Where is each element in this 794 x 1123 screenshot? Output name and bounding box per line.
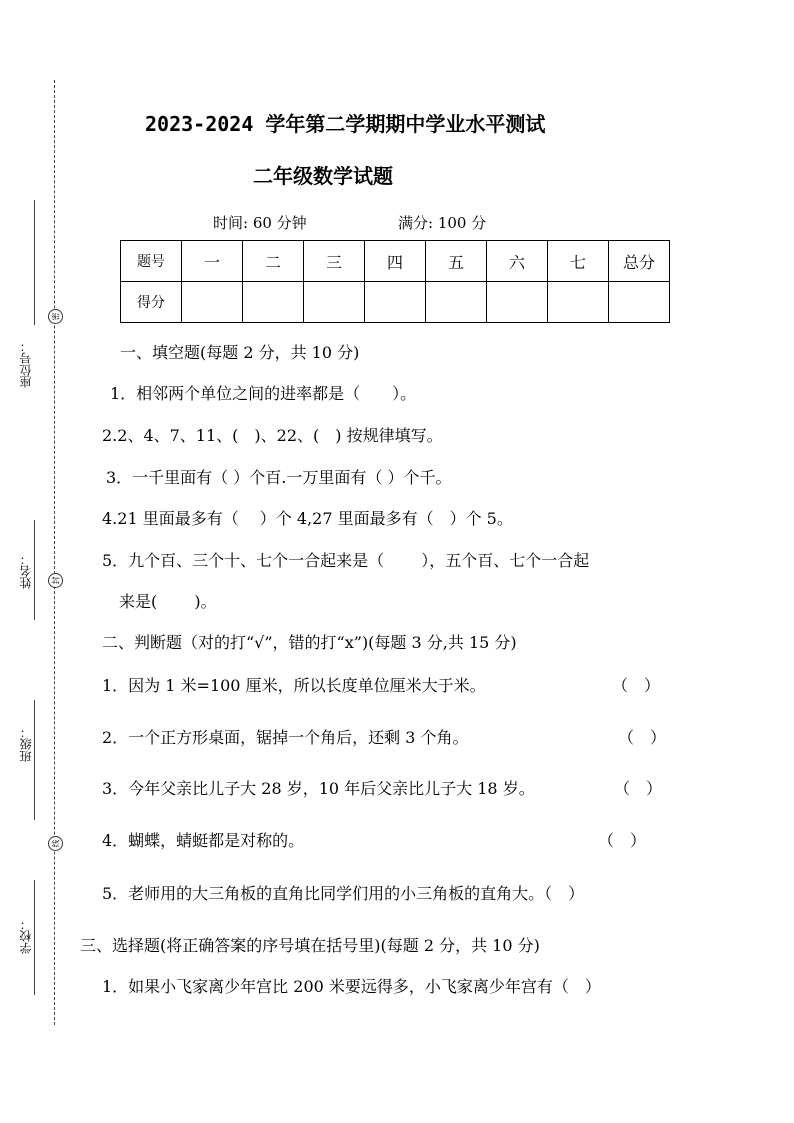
question-1-3: 3．一千里面有（ ）个百.一万里面有（ ）个千。 (106, 468, 452, 487)
score-cell[interactable] (182, 282, 243, 323)
seal-mark-mi: 密 (48, 309, 63, 324)
question-1-5: 5．九个百、三个十、七个一合起来是（ ），五个百、七个一合起 (102, 551, 590, 570)
time-info: 时间: 60 分钟 (213, 214, 307, 232)
score-cell[interactable] (365, 282, 426, 323)
question-2-5: 5．老师用的大三角板的直角比同学们用的小三角板的直角大。（ ） (102, 884, 585, 903)
binding-dashed-line (54, 80, 55, 1025)
table-header-cell: 二 (243, 241, 304, 282)
question-3-1: 1．如果小飞家离少年宫比 200 米要远得多，小飞家离少年宫有（ ） (102, 977, 601, 996)
answer-paren-2-2[interactable]: （ ） (618, 728, 667, 747)
answer-paren-2-1[interactable]: （ ） (612, 676, 661, 695)
exam-title: 2023-2024 学年第二学期期中学业水平测试 (145, 112, 546, 136)
seat-write-line (34, 200, 35, 325)
score-cell[interactable] (426, 282, 487, 323)
question-1-1: 1．相邻两个单位之间的进率都是（ ）。 (110, 384, 417, 403)
question-2-4: 4．蝴蝶，蜻蜓都是对称的。 (102, 831, 305, 850)
score-table-score-row (121, 282, 670, 323)
section-1-heading: 一、填空题(每题 2 分，共 10 分) (120, 343, 360, 362)
section-2-heading: 二、判断题（对的打“√”，错的打“x”)(每题 3 分,共 15 分) (102, 633, 517, 652)
question-1-5-continued: 来是( )。 (119, 592, 217, 611)
question-2-3: 3．今年父亲比儿子大 28 岁，10 年后父亲比儿子大 18 岁。 (102, 779, 535, 798)
score-cell[interactable] (548, 282, 609, 323)
question-2-2: 2．一个正方形桌面，锯掉一个角后，还剩 3 个角。 (102, 728, 469, 747)
score-row-label: 得分 (121, 282, 182, 323)
table-header-cell: 四 (365, 241, 426, 282)
table-header-cell: 一 (182, 241, 243, 282)
table-header-cell: 五 (426, 241, 487, 282)
score-cell[interactable] (609, 282, 670, 323)
score-cell[interactable] (243, 282, 304, 323)
score-table (120, 240, 670, 323)
question-1-2: 2.2、4、7、11、( )、22、( ) 按规律填写。 (102, 426, 443, 445)
class-label: 班级： (19, 726, 33, 762)
school-label: 学校： (19, 918, 33, 954)
exam-subtitle: 二年级数学试题 (253, 164, 393, 188)
seat-number-label: 座位号： (19, 340, 33, 388)
score-cell[interactable] (487, 282, 548, 323)
answer-paren-2-4[interactable]: （ ） (598, 831, 647, 850)
seal-mark-feng: 封 (48, 573, 63, 588)
question-1-4: 4.21 里面最多有（ ）个 4,27 里面最多有（ ）个 5。 (102, 509, 513, 528)
answer-paren-2-3[interactable]: （ ） (614, 779, 663, 798)
name-label: 姓名： (19, 553, 33, 589)
score-cell[interactable] (304, 282, 365, 323)
table-header-cell: 六 (487, 241, 548, 282)
table-header-cell: 总分 (609, 241, 670, 282)
score-table-header-row (121, 241, 670, 282)
table-header-cell: 题号 (121, 241, 182, 282)
full-score-info: 满分: 100 分 (398, 214, 487, 232)
seal-mark-xian: 线 (48, 836, 63, 851)
question-2-1: 1．因为 1 米=100 厘米，所以长度单位厘米大于米。 (102, 676, 486, 695)
section-3-heading: 三、选择题(将正确答案的序号填在括号里)(每题 2 分，共 10 分) (80, 936, 540, 955)
table-header-cell: 三 (304, 241, 365, 282)
table-header-cell: 七 (548, 241, 609, 282)
